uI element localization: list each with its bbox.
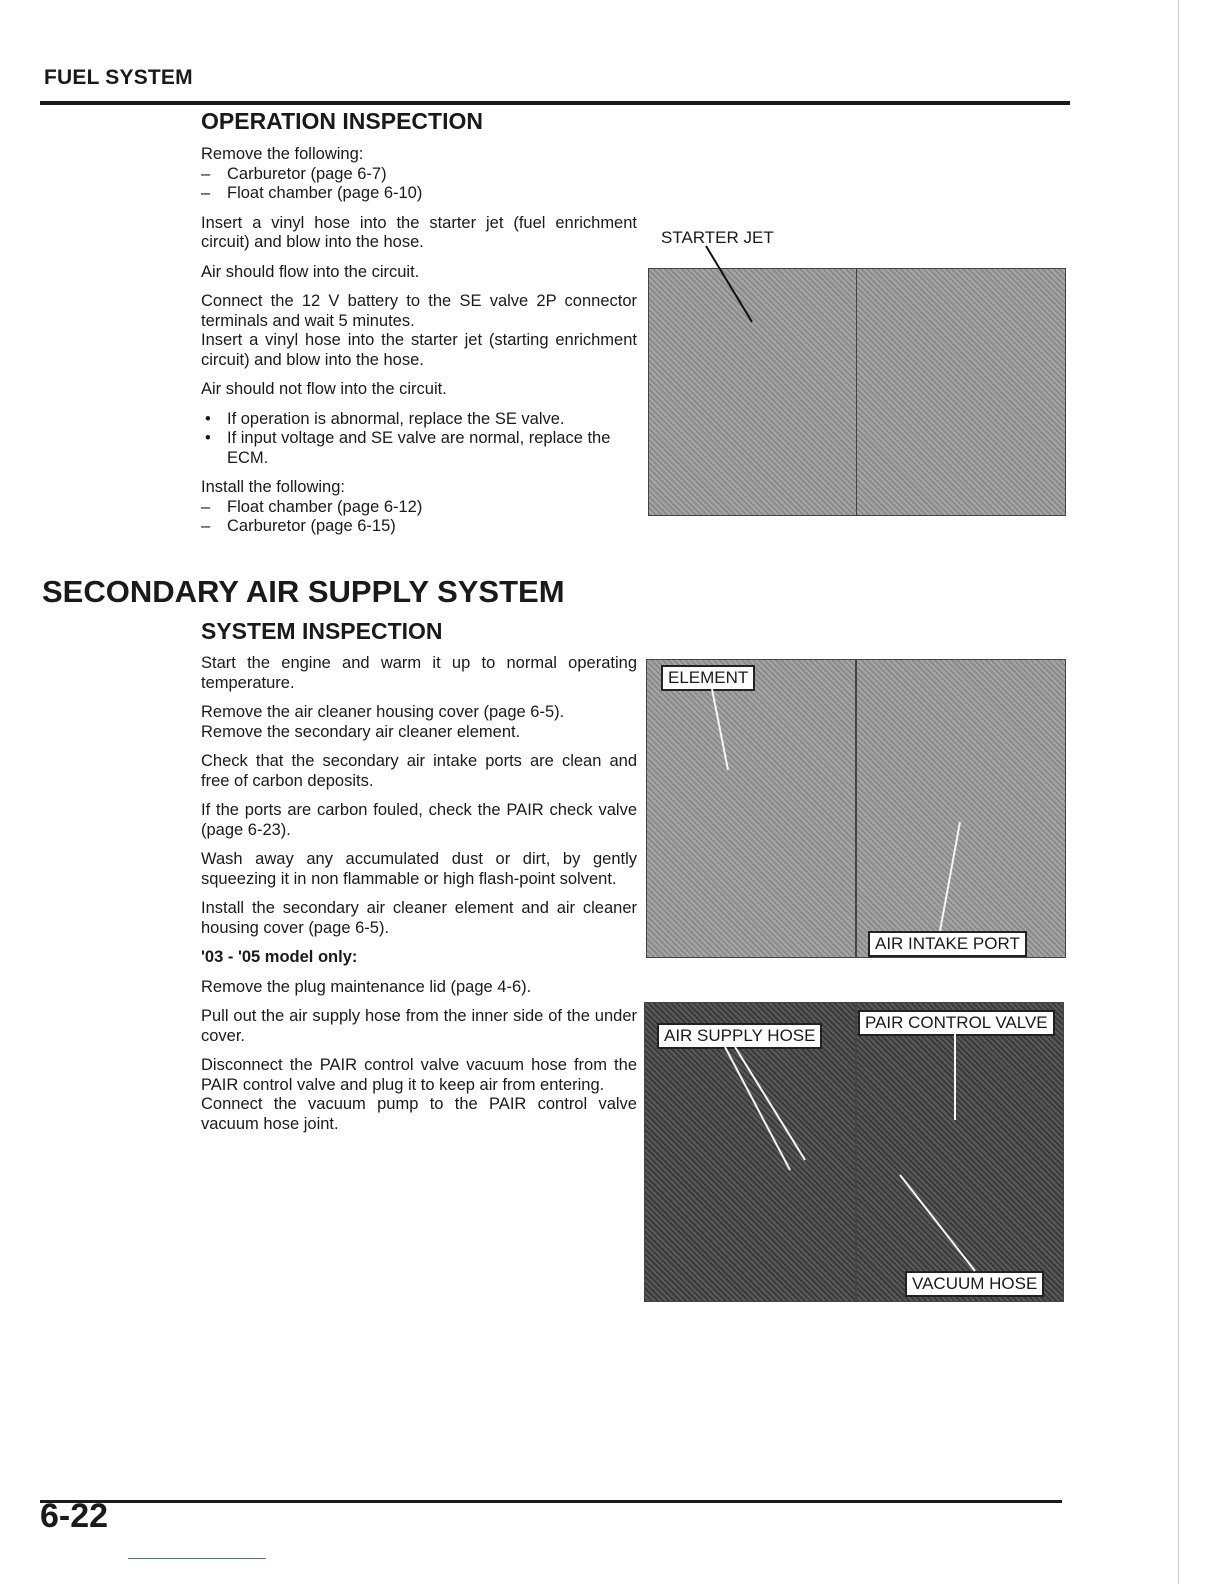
system-inspection-title: SYSTEM INSPECTION bbox=[201, 618, 443, 644]
air-supply-hose-leader-1 bbox=[725, 1047, 790, 1170]
sys-para-5: Wash away any accumulated dust or dirt, by gently squeezing it in non flammable or high flash-point solvent. bbox=[201, 850, 637, 888]
sys-para-9b: Connect the vacuum pump to the PAIR control valve vacuum hose joint. bbox=[201, 1095, 637, 1133]
op-para-4: Air should not flow into the circuit. bbox=[201, 380, 447, 398]
remove-intro: Remove the following: bbox=[201, 145, 364, 163]
pair-control-valve-callout: PAIR CONTROL VALVE bbox=[858, 1010, 1055, 1036]
sys-para-8: Pull out the air supply hose from the inner side of the under cover. bbox=[201, 1007, 637, 1045]
vacuum-hose-callout: VACUUM HOSE bbox=[905, 1271, 1044, 1297]
sys-para-9a: Disconnect the PAIR control valve vacuum hose from the PAIR control valve and plug it to keep air from entering. bbox=[201, 1056, 637, 1094]
air-supply-hose-callout: AIR SUPPLY HOSE bbox=[657, 1023, 822, 1049]
sys-para-6: Install the secondary air cleaner element and air cleaner housing cover (page 6-5). bbox=[201, 899, 637, 937]
starter-jet-label: STARTER JET bbox=[661, 228, 774, 247]
op-bullet: • If operation is abnormal, replace the SE valve. bbox=[201, 410, 637, 430]
starter-jet-leader bbox=[706, 246, 752, 322]
air-intake-port-callout: AIR INTAKE PORT bbox=[868, 931, 1027, 957]
vacuum-hose-leader bbox=[900, 1175, 975, 1271]
page-number: 6-22 bbox=[40, 1497, 109, 1535]
operation-inspection-title: OPERATION INSPECTION bbox=[201, 108, 483, 134]
install-intro: Install the following: bbox=[201, 478, 345, 496]
op-para-2: Air should flow into the circuit. bbox=[201, 262, 420, 281]
sys-para-1: Start the engine and warm it up to normal operating temperature. bbox=[201, 654, 637, 692]
sys-para-4: If the ports are carbon fouled, check the PAIR check valve (page 6-23). bbox=[201, 801, 637, 839]
install-item: – Carburetor (page 6-15) bbox=[201, 517, 637, 537]
op-bullet: • If input voltage and SE valve are normal, replace the ECM. bbox=[201, 429, 637, 468]
sys-para-3: Check that the secondary air intake ports are clean and free of carbon deposits. bbox=[201, 752, 637, 790]
sys-para-7: Remove the plug maintenance lid (page 4-6). bbox=[201, 977, 532, 996]
remove-item: – Float chamber (page 6-10) bbox=[201, 184, 637, 204]
remove-item: – Carburetor (page 6-7) bbox=[201, 165, 637, 185]
element-callout: ELEMENT bbox=[661, 665, 755, 691]
op-para-3b: Insert a vinyl hose into the starter jet (starting enrichment circuit) and blow into the hose. bbox=[201, 331, 637, 369]
op-para-1: Insert a vinyl hose into the starter jet (fuel enrichment circuit) and blow into the hose. bbox=[201, 213, 637, 251]
element-leader bbox=[712, 689, 728, 770]
intake-port-leader bbox=[940, 822, 960, 931]
op-para-3a: Connect the 12 V battery to the SE valve 2P connector terminals and wait 5 minutes. bbox=[201, 292, 637, 330]
section-header: FUEL SYSTEM bbox=[44, 66, 193, 89]
install-item: – Float chamber (page 6-12) bbox=[201, 498, 637, 518]
secondary-air-title: SECONDARY AIR SUPPLY SYSTEM bbox=[42, 574, 565, 609]
air-supply-hose-leader-2 bbox=[735, 1047, 805, 1160]
sys-para-2a: Remove the air cleaner housing cover (page 6-5). bbox=[201, 703, 565, 721]
bottom-link-line bbox=[128, 1558, 266, 1559]
footer-rule bbox=[40, 1500, 1062, 1503]
model-note: '03 - '05 model only: bbox=[201, 948, 358, 966]
sys-para-2b: Remove the secondary air cleaner element. bbox=[201, 722, 521, 741]
